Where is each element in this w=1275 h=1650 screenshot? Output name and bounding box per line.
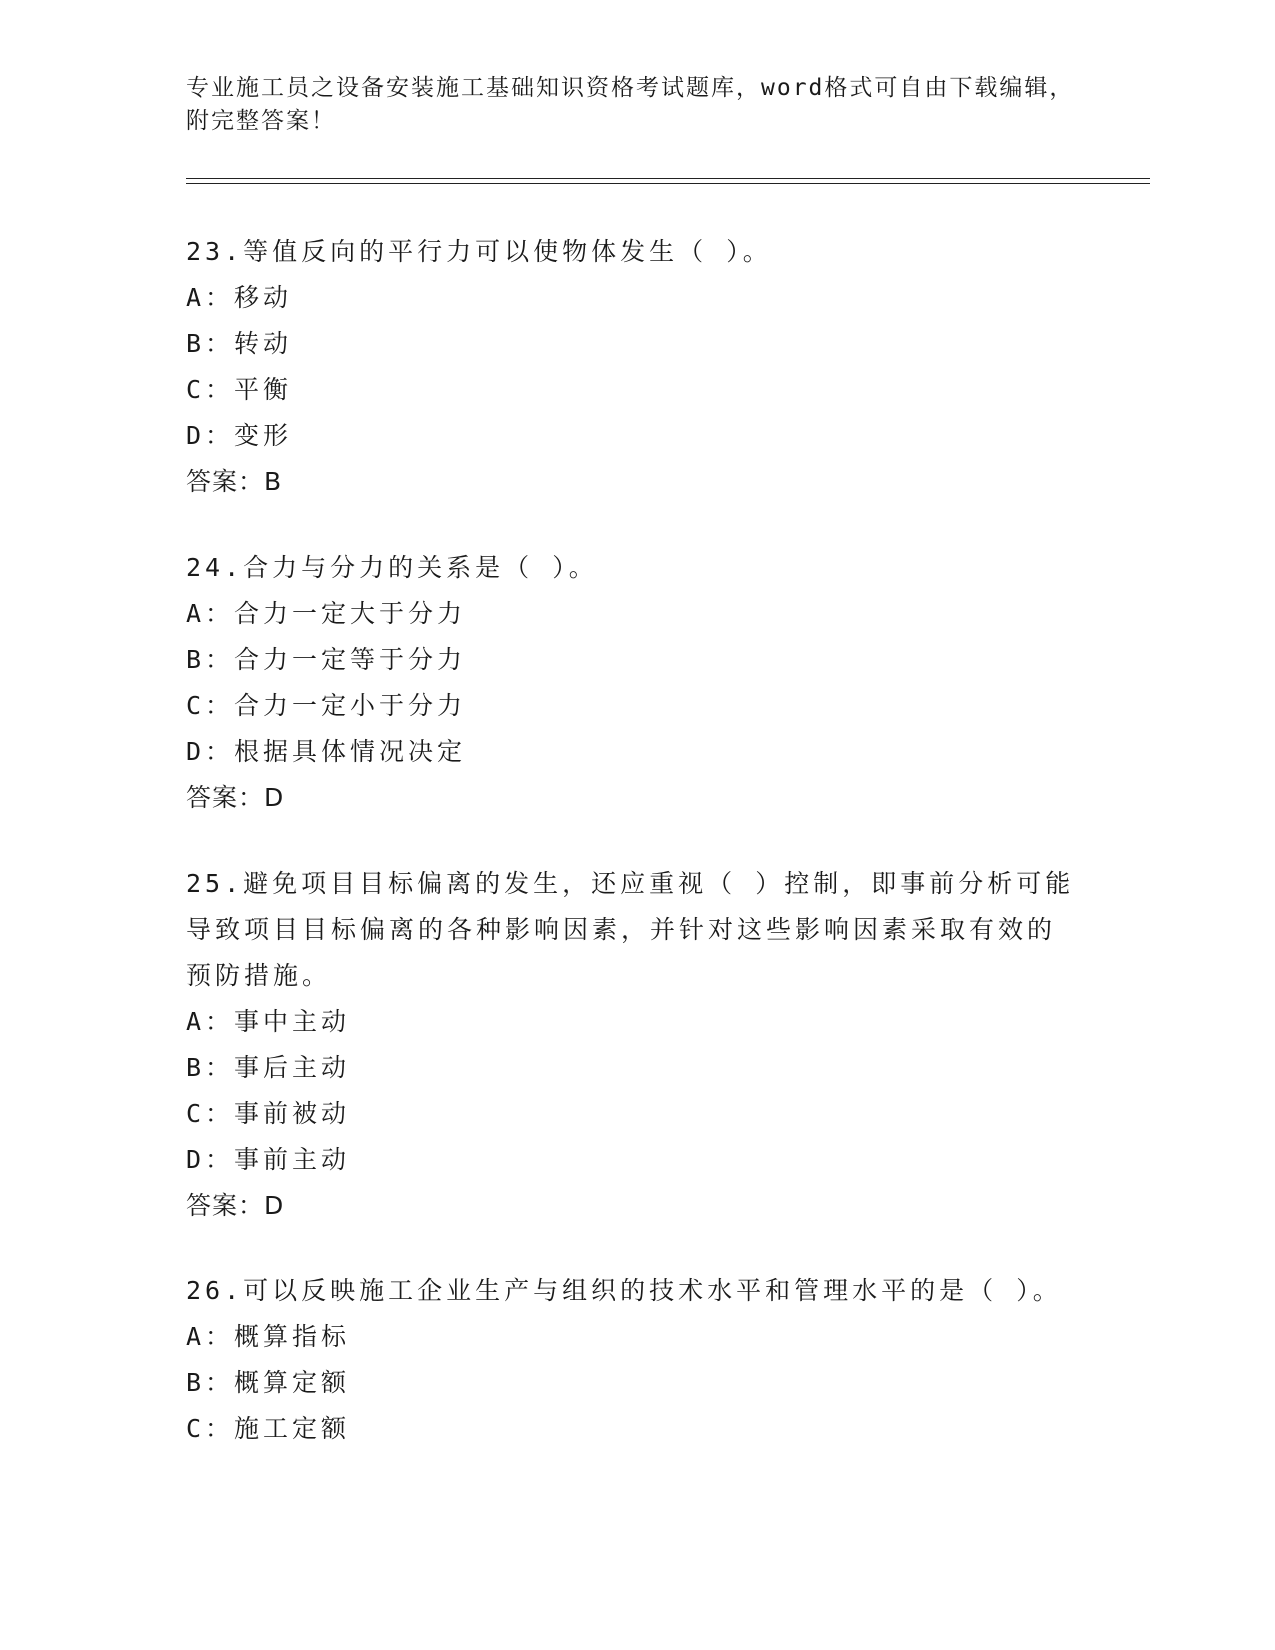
document-header — [186, 72, 1086, 138]
question-24 — [186, 545, 1066, 821]
header-line-1: 专业施工员之设备安装施工基础知识资格考试题库，word格式可自由下载编辑， — [186, 75, 1075, 101]
option-d: D：事前主动 — [186, 1145, 351, 1174]
option-a: A：概算指标 — [186, 1322, 351, 1351]
option-a: A：合力一定大于分力 — [186, 599, 467, 628]
question-stem: 26.可以反映施工企业生产与组织的技术水平和管理水平的是（ ）。 — [186, 1276, 1062, 1305]
option-c: C：平衡 — [186, 375, 293, 404]
option-b: B：概算定额 — [186, 1368, 351, 1397]
option-c: C：施工定额 — [186, 1414, 351, 1443]
option-b: B：合力一定等于分力 — [186, 645, 467, 674]
question-stem-line: 25.避免项目目标偏离的发生，还应重视（ ）控制，即事前分析可能 — [186, 869, 1075, 898]
option-c: C：事前被动 — [186, 1099, 351, 1128]
option-a: A：事中主动 — [186, 1007, 351, 1036]
option-b: B：转动 — [186, 329, 293, 358]
question-23 — [186, 229, 1066, 505]
option-a: A：移动 — [186, 283, 293, 312]
answer: 答案：B — [186, 467, 283, 496]
header-divider-top — [186, 178, 1150, 179]
question-25 — [186, 861, 1075, 1229]
option-c: C：合力一定小于分力 — [186, 691, 467, 720]
answer: 答案：D — [186, 1191, 285, 1220]
question-26 — [186, 1268, 1066, 1452]
question-stem-line: 预防措施。 — [186, 961, 332, 990]
option-d: D：根据具体情况决定 — [186, 737, 467, 766]
option-d: D：变形 — [186, 421, 293, 450]
question-stem: 23.等值反向的平行力可以使物体发生（ ）。 — [186, 237, 772, 266]
question-stem: 24.合力与分力的关系是（ ）。 — [186, 553, 598, 582]
question-stem-line: 导致项目目标偏离的各种影响因素，并针对这些影响因素采取有效的 — [186, 915, 1057, 944]
header-line-2: 附完整答案！ — [186, 108, 336, 134]
answer: 答案：D — [186, 783, 285, 812]
header-divider-bottom — [186, 183, 1150, 184]
option-b: B：事后主动 — [186, 1053, 351, 1082]
